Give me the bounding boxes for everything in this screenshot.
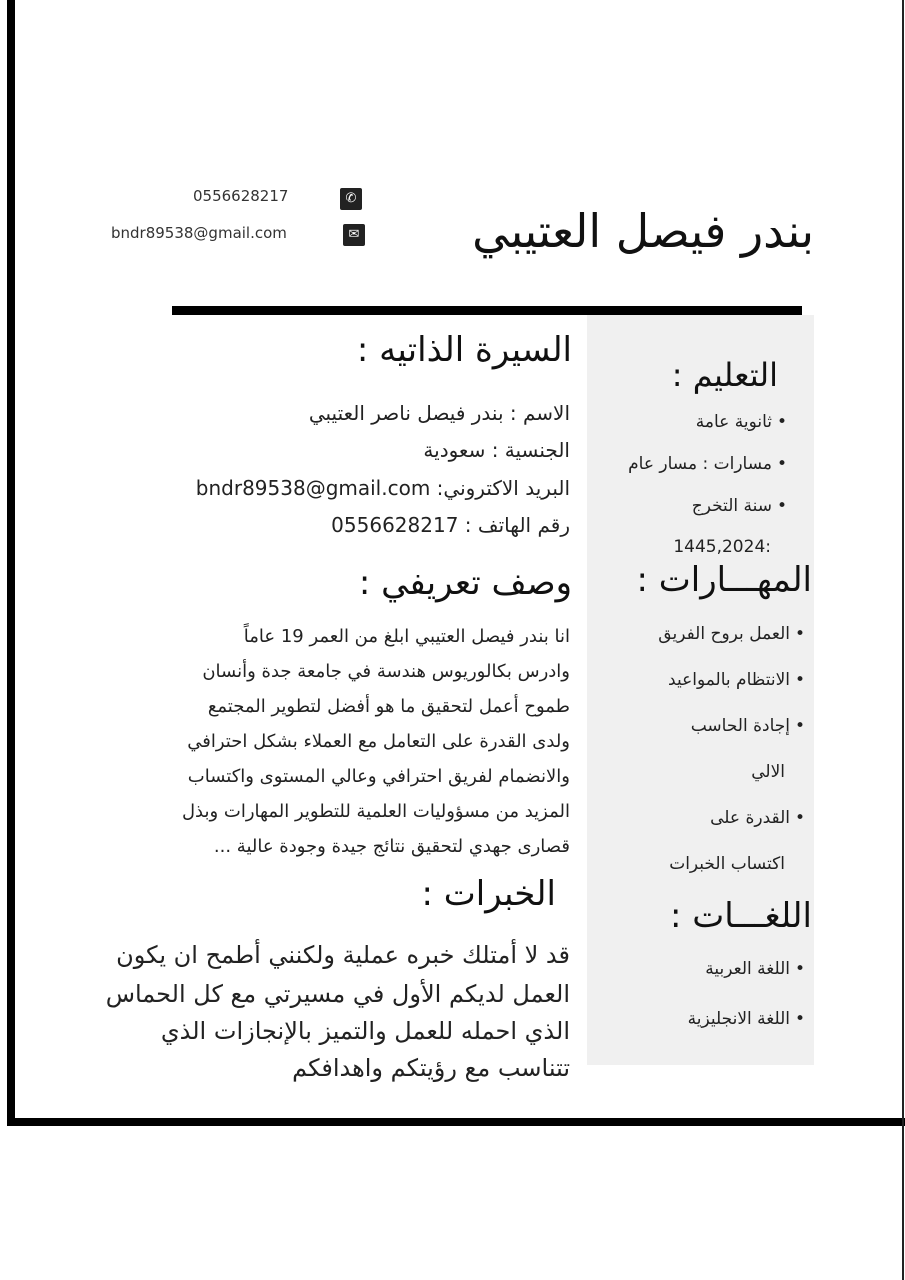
education-heading: التعليم : [671,356,778,394]
language-item: •اللغة الانجليزية [688,1009,810,1029]
skill-item-continued: الالي [751,762,785,782]
education-item: •ثانوية عامة [696,412,792,432]
graduation-year: :1445,2024 [673,537,771,557]
education-item: •سنة التخرج [692,496,792,516]
skills-heading: المهـــارات : [636,560,812,600]
skill-item-continued: اكتساب الخبرات [669,854,785,874]
frame-bottom-border [7,1118,905,1126]
frame-left-border [7,0,15,1126]
skill-item: •الانتظام بالمواعيد [668,670,810,690]
skill-item: •القدرة على [710,808,810,828]
exp-line: تتناسب مع رؤيتكم واهدافكم [292,1054,570,1082]
bullet-icon: • [776,412,788,432]
desc-line: قصارى جهدي لتحقيق نتائج جيدة وجودة عالية ... [213,836,570,857]
bullet-icon: • [776,496,788,516]
bullet-icon: • [794,670,806,690]
page-title: بندر فيصل العتيبي [472,204,814,258]
bullet-icon: • [776,454,788,474]
mail-icon: ✉ [343,224,365,246]
bullet-icon: • [794,624,806,644]
desc-line: ولدى القدرة على التعامل مع العملاء بشكل احترافي [187,731,570,752]
info-nationality: الجنسية : سعودية [423,438,570,462]
info-phone: رقم الهاتف : 0556628217 [331,513,570,537]
info-email: البريد الاكتروني: bndr89538@gmail.com [195,476,570,500]
desc-line: والانضمام لفريق احترافي وعالي المستوى واكتساب [187,766,570,787]
desc-line: وادرس بكالوريوس هندسة في جامعة جدة وأنسان [202,661,570,682]
bullet-icon: • [794,716,806,736]
skill-item: •العمل بروح الفريق [658,624,810,644]
exp-line: الذي احمله للعمل والتميز بالإنجازات الذي [160,1017,570,1045]
language-item: •اللغة العربية [705,959,810,979]
desc-heading: وصف تعريفي : [358,563,572,603]
header-divider [172,306,802,315]
email-address: bndr89538@gmail.com [111,224,287,242]
exp-line: قد لا أمتلك خبره عملية ولكنني أطمح ان يكون [116,941,570,969]
skill-item: •إجادة الحاسب [691,716,810,736]
bullet-icon: • [794,1009,806,1029]
info-name: الاسم : بندر فيصل ناصر العتيبي [308,401,570,425]
languages-heading: اللغـــات : [670,896,812,936]
desc-line: انا بندر فيصل العتيبي ابلغ من العمر 19 عاماً [243,626,570,647]
desc-line: طموح أعمل لتحقيق ما هو أفضل لتطوير المجتمع [207,696,570,717]
frame-right-border [902,0,904,1280]
phone-icon: ✆ [340,188,362,210]
exp-line: العمل لديكم الأول في مسيرتي مع كل الحماس [105,980,570,1008]
bullet-icon: • [794,959,806,979]
desc-line: المزيد من مسؤوليات العلمية للتطوير المهارات وبذل [181,801,570,822]
cv-heading: السيرة الذاتيه : [356,330,572,370]
exp-heading: الخبرات : [421,874,556,914]
education-item: •مسارات : مسار عام [628,454,792,474]
bullet-icon: • [794,808,806,828]
phone-number: 0556628217 [193,187,289,205]
